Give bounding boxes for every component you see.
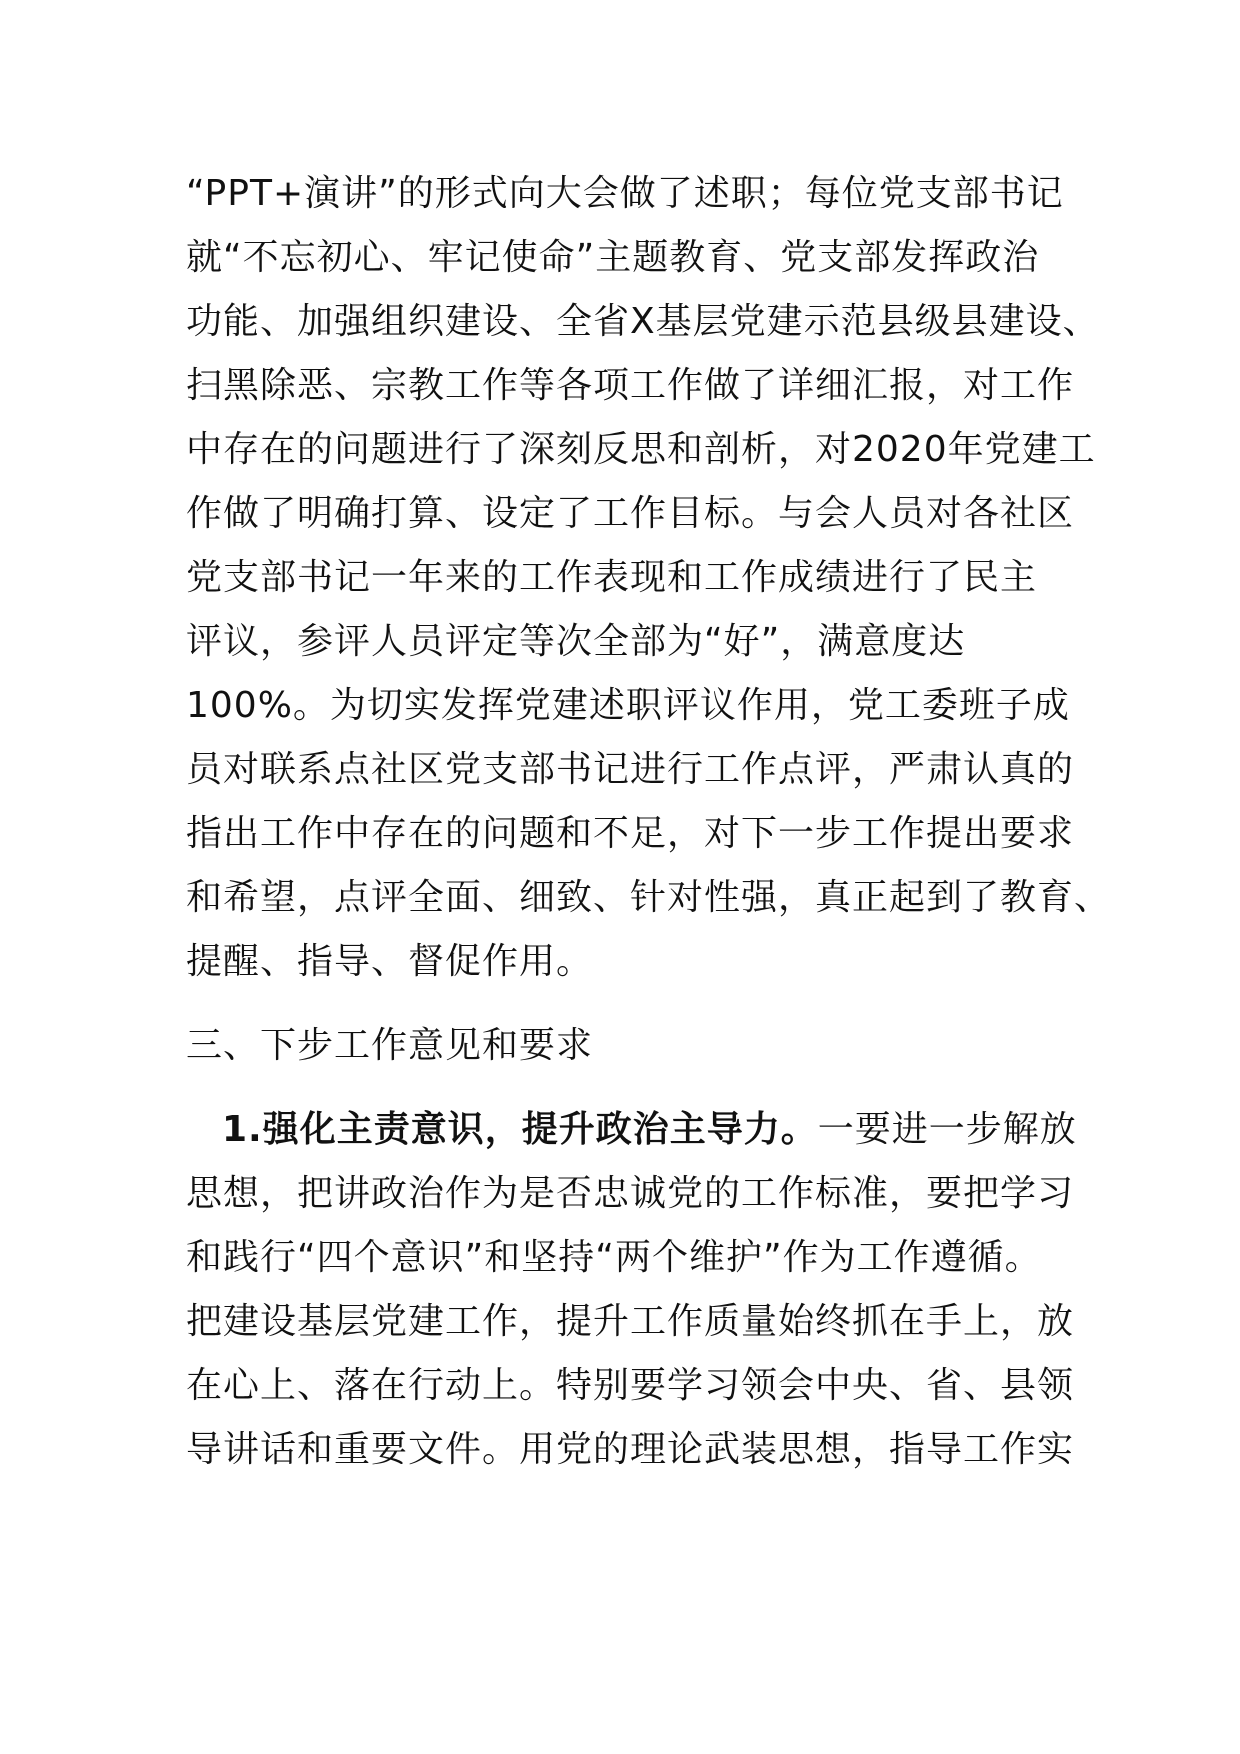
paragraph-line-3: 功能、加强组织建设、全省X基层党建示范县级县建设、 xyxy=(186,301,1100,342)
subsection-first-line-text: 一要进一步解放 xyxy=(817,1109,1077,1150)
paragraph-line-9: 100%。为切实发挥党建述职评议作用，党工委班子成 xyxy=(186,685,1070,726)
section-heading: 三、下步工作意见和要求 xyxy=(186,1025,594,1066)
subsection-line-3: 和践行“四个意识”和坚持“两个维护”作为工作遵循。 xyxy=(186,1237,1042,1278)
subsection-line-2: 思想，把讲政治作为是否忠诚党的工作标准，要把学习 xyxy=(186,1173,1075,1214)
subsection-line-4: 把建设基层党建工作，提升工作质量始终抓在手上，放 xyxy=(186,1301,1075,1342)
subsection-line-5: 在心上、落在行动上。特别要学习领会中央、省、县领 xyxy=(186,1365,1075,1406)
paragraph-line-11: 指出工作中存在的问题和不足，对下一步工作提出要求 xyxy=(186,813,1075,854)
paragraph-line-12: 和希望，点评全面、细致、针对性强，真正起到了教育、 xyxy=(186,877,1112,918)
subsection-first-line xyxy=(186,1098,1077,1162)
subsection-heading: 1.强化主责意识，提升政治主导力。 xyxy=(222,1109,818,1150)
paragraph-line-13: 提醒、指导、督促作用。 xyxy=(186,941,594,982)
paragraph-line-10: 员对联系点社区党支部书记进行工作点评，严肃认真的 xyxy=(186,749,1075,790)
paragraph-line-4: 扫黑除恶、宗教工作等各项工作做了详细汇报，对工作 xyxy=(186,365,1075,406)
paragraph-line-2: 就“不忘初心、牢记使命”主题教育、党支部发挥政治 xyxy=(186,237,1040,278)
paragraph-line-1: “PPT+演讲”的形式向大会做了述职；每位党支部书记 xyxy=(186,173,1064,214)
subsection-line-6: 导讲话和重要文件。用党的理论武装思想，指导工作实 xyxy=(186,1429,1075,1470)
paragraph-line-7: 党支部书记一年来的工作表现和工作成绩进行了民主 xyxy=(186,557,1038,598)
paragraph-line-8: 评议，参评人员评定等次全部为“好”，满意度达 xyxy=(186,621,966,662)
paragraph-line-6: 作做了明确打算、设定了工作目标。与会人员对各社区 xyxy=(186,493,1075,534)
paragraph-line-5: 中存在的问题进行了深刻反思和剖析，对2020年党建工 xyxy=(186,429,1096,470)
